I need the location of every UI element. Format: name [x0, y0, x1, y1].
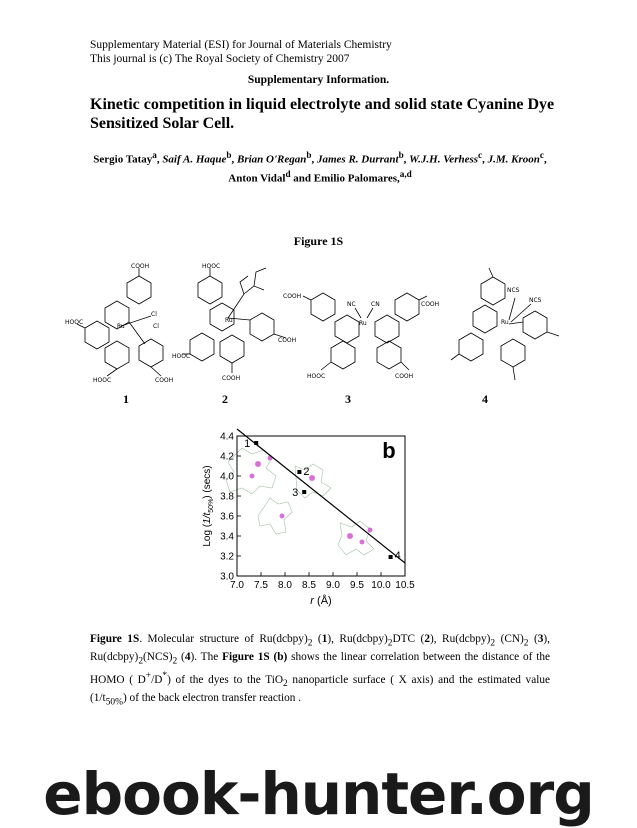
- author-name: J.M. Kroon: [487, 153, 540, 166]
- cooh-group: COOH: [131, 263, 150, 270]
- scatter-chart: [200, 428, 415, 618]
- author-name: W.J.H. Verhess: [409, 153, 479, 166]
- y-tick-label: 3.2: [220, 551, 234, 563]
- molecule-1-structure: [65, 258, 185, 388]
- molecule-label-2: 2: [222, 392, 228, 406]
- chloride-atom: Cl: [153, 323, 159, 330]
- y-tick-label: 3.6: [220, 511, 234, 523]
- data-point-label: 2: [303, 466, 310, 478]
- y-tick-label: 4.4: [220, 431, 234, 443]
- author-list: Sergio Tatay$^a$, Saif A. Haque$^b$, Brian O'Regan$^b$, James R. Durrant$^b$, W.J.H. Verhess$^c$, J.M. Kroon$^c$, Anton Vidal$^d$ and Emilio Palomares,$^{a,d}$: [93, 150, 547, 185]
- watermark-text: ebook-hunter.org: [43, 760, 594, 828]
- ncs-ligand: NCS: [507, 287, 520, 294]
- cooh-group: COOH: [395, 373, 414, 380]
- data-point: [254, 441, 258, 445]
- y-tick-label: 3.0: [220, 571, 234, 583]
- hooc-group: HOOC: [93, 377, 112, 384]
- figure-label: Figure 1S: [293, 234, 344, 248]
- x-tick-label: 8.5: [302, 580, 316, 591]
- paper-title: Kinetic competition in liquid electrolyte and solid state Cyanine Dye Sensitized Solar Cell.: [90, 96, 555, 132]
- data-point: [302, 490, 306, 494]
- molecule-3-structure: [283, 280, 443, 385]
- data-point-label: 4: [394, 550, 401, 562]
- supplementary-heading: Supplementary Information.: [247, 74, 390, 86]
- ruthenium-atom: Ru: [117, 323, 125, 330]
- x-tick-label: 10.0: [371, 580, 391, 591]
- y-tick-label: 4.0: [220, 471, 234, 483]
- cooh-group: COOH: [278, 337, 297, 344]
- hooc-group: HOOC: [307, 373, 326, 380]
- data-point-label: 1: [244, 438, 251, 450]
- y-tick-label: 3.8: [220, 491, 234, 503]
- ruthenium-atom: Ru: [225, 317, 233, 324]
- x-tick-label: 8.0: [278, 580, 292, 591]
- y-tick-label: 4.2: [220, 451, 234, 463]
- x-tick-label: 7.0: [230, 580, 244, 591]
- figure-caption: Figure 1S. Molecular structure of $Ru(dcbpy)_2$ (1), $Ru(dcbpy)_2DTC$ (2), $Ru(dcbpy)_2$ $(CN)_2$ (3), $Ru(dcbpy)_2(NCS)_2$ (4). The Figure 1S (b) shows the linear correlation between the distance of the HOMO ( D+/D*) of the dyes to the TiO$_2$ nanoparticle surface ( X axis) and the estimated value $(1/t_{50\%})$ of the back electron transfer reaction .: [90, 633, 551, 707]
- nc-ligand: NC: [347, 301, 356, 308]
- author-name: Brian O'Regan: [236, 153, 307, 166]
- author-name: Anton Vidal: [228, 172, 286, 185]
- data-point: [389, 555, 393, 559]
- cooh-group: COOH: [421, 301, 440, 308]
- y-axis-label: Log $(1/t_{50\%})$ (secs): [202, 465, 215, 547]
- cn-ligand: CN: [371, 301, 380, 308]
- ruthenium-atom: Ru: [501, 319, 509, 326]
- y-tick-label: 3.4: [220, 531, 234, 543]
- molecule-4-structure: [445, 262, 585, 392]
- plot-area-frame: [237, 436, 405, 576]
- ruthenium-atom: Ru: [359, 320, 367, 327]
- ncs-ligand: NCS: [529, 297, 542, 304]
- author-name: Sergio Tatay: [93, 153, 153, 166]
- cooh-group: COOH: [222, 375, 241, 382]
- hooc-group: HOOC: [172, 353, 191, 360]
- x-axis-label: r (Å): [310, 595, 332, 607]
- hooc-group: HOOC: [65, 319, 84, 326]
- chloride-atom: Cl: [151, 311, 157, 318]
- author-name: James R. Durrant: [316, 153, 399, 166]
- data-point-label: 3: [292, 487, 299, 499]
- x-tick-label: 9.0: [326, 580, 340, 591]
- fit-line: [237, 429, 405, 563]
- author-name: Saif A. Haque: [162, 153, 227, 166]
- molecule-label-4: 4: [482, 392, 488, 406]
- molecule-overlay-graphics: [226, 448, 374, 555]
- molecule-label-1: 1: [123, 392, 129, 406]
- x-tick-label: 9.5: [350, 580, 364, 591]
- x-tick-label: 10.5: [395, 580, 415, 591]
- journal-header-line2: This journal is (c) The Royal Society of Chemistry 2007: [90, 53, 350, 65]
- hooc-group: HOOC: [202, 263, 221, 270]
- molecule-overlay-highlights: [250, 456, 373, 545]
- cooh-group: COOH: [283, 293, 302, 300]
- journal-header-line1: Supplementary Material (ESI) for Journal of Materials Chemistry: [90, 39, 392, 51]
- x-tick-label: 7.5: [254, 580, 268, 591]
- panel-label: b: [382, 438, 396, 463]
- author-name: Emilio Palomares,: [313, 172, 400, 185]
- data-point: [297, 470, 301, 474]
- molecule-label-3: 3: [345, 392, 351, 406]
- cooh-group: COOH: [155, 377, 174, 384]
